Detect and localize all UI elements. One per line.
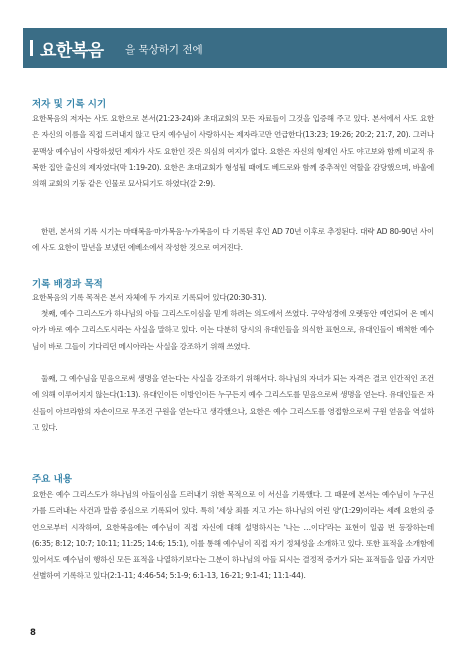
banner-title: 요한복음 (40, 41, 104, 61)
section-heading-content: 주요 내용 (32, 474, 73, 485)
author-paragraph-1: 요한복음의 저자는 사도 요한으로 본서(21:23-24)와 초대교회의 모든 자료들이 그것을 입증해 주고 있다. 본서에서 사도 요한은 자신의 이름을 직접 드러내지 않고 단지 예수님이 사랑하시는 제자라고만 언급한다(13:23; 19:26; 20:2; 21:7, 20). 그러나 문맥상 예수님이 사랑하셨던 제자가 사도 요한인 것은 의심의 여지가 없다. 요한은 자신의 형제인 사도 야고보와 함께 비교적 유복한 집안 출신의 제자였다(막 1:19-20). 요한은 초대교회가 형성될 때에도 베드로와 함께 중추적인 역할을 감당했으며, 바울에 의해 교회의 기둥 같은 인물로 묘사되기도 하였다(갈 2:9). (32, 114, 434, 189)
banner-accent-bar (30, 40, 33, 56)
purpose-paragraph-3: 둘째, 그 예수님을 믿음으로써 생명을 얻는다는 사실을 강조하기 위해서다. 하나님의 자녀가 되는 자격은 결코 인간적인 조건에 의해 이루어지지 않는다(1:13). 유대인이든 이방인이든 누구든지 예수 그리스도를 믿음으로써 생명을 얻는다. 유대인들은 자신들이 아브라함의 자손이므로 무조건 구원을 얻는다고 생각했으나, 요한은 예수 그리스도를 영접함으로써 구원 얻음을 역설하고 있다. (32, 374, 434, 432)
chapter-intro-banner (23, 28, 447, 68)
purpose-paragraph-1: 요한복음의 기록 목적은 본서 자체에 두 가지로 기록되어 있다(20:30-31). (32, 293, 267, 302)
section-heading-purpose: 기록 배경과 목적 (32, 279, 103, 290)
purpose-paragraph-2: 첫째, 예수 그리스도가 하나님의 아들 그리스도이심을 믿게 하려는 의도에서 쓰였다. 구약성경에 오랫동안 예언되어 온 메시아가 바로 예수 그리스도시라는 사실을 말하고 있다. 이는 다분히 당시의 유대인들을 의식한 표현으로, 유대인들이 배척한 예수님이 바로 그들이 기다리던 메시아라는 사실을 강조하기 위해 쓰였다. (32, 309, 434, 351)
content-paragraph-1: 요한은 예수 그리스도가 하나님의 아들이심을 드러내기 위한 목적으로 이 서신을 기록했다. 그 때문에 본서는 예수님이 누구신가를 드러내는 사건과 말씀 중심으로 기록되어 있다. 특히 '세상 죄를 지고 가는 하나님의 어린 양'(1:29)이라는 세례 요한의 증언으로부터 시작하여, 요한복음에는 예수님이 직접 자신에 대해 설명하시는 '나는 …이다'라는 표현이 일곱 번 등장하는데(6:35; 8:12; 10:7; 10:11; 11:25; 14:6; 15:1), 이를 통해 예수님이 직접 자기 정체성을 소개하고 있다. 또한 표적을 소개함에 있어서도 예수님이 행하신 모든 표적을 나열하기보다는 그분이 하나님의 아들 되시는 결정적 증거가 되는 표적들을 일곱 가지만 선별하여 기록하고 있다(2:1-11; 4:46-54; 5:1-9; 6:1-13, 16-21; 9:1-41; 11:1-44). (32, 490, 434, 581)
banner-subtitle: 을 묵상하기 전에 (125, 44, 203, 56)
author-paragraph-2: 한편, 본서의 기록 시기는 마태복음·마가복음·누가복음이 다 기록된 후인 AD 70년 이후로 추정된다. 대략 AD 80-90년 사이에 사도 요한이 말년을 보냈던 에베소에서 작성한 것으로 여겨진다. (32, 227, 434, 253)
page-number: 8 (30, 628, 36, 638)
section-heading-author: 저자 및 기록 시기 (32, 99, 107, 110)
